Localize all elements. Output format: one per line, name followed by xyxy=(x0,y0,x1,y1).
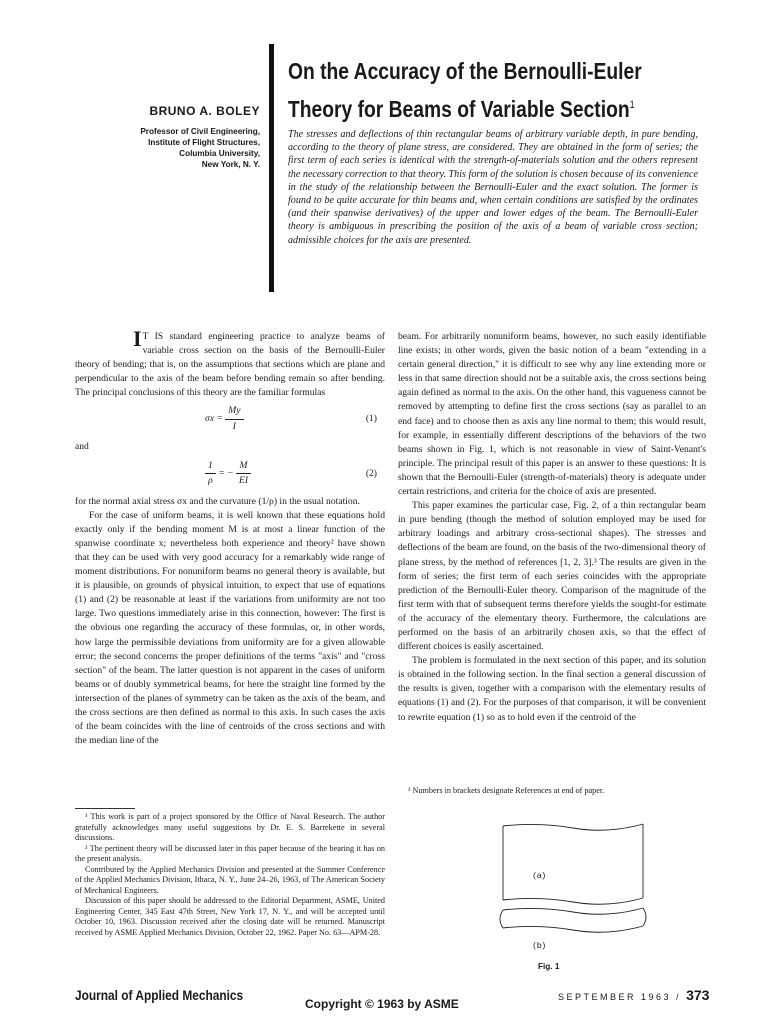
footnote-1: ¹ This work is part of a project sponsored by the Office of Naval Research. The author gratefully acknowledges many useful suggestions by Dr. E. S. Barrekette in several discussions. xyxy=(75,812,385,842)
and-text: and xyxy=(75,441,89,453)
eq2-equals: = − xyxy=(218,467,234,479)
figure-label-b: (b) xyxy=(533,940,547,950)
paragraph-intro: T IS standard engineering practice to analyze beams of variable cross section on the basis of the Bernoulli-Euler theory of bending; that is, on the assumptions that sections which are plane and perpendicular to the axis of the beam before bending remain so after bending. The principal conclusions of this theory are the familiar formulas xyxy=(75,331,385,399)
title-line-1: On the Accuracy of the Bernoulli-Euler xyxy=(288,58,642,84)
eq2-numerator: M xyxy=(236,459,251,474)
equation-1 xyxy=(75,400,385,440)
abstract: The stresses and deflections of thin rectangular beams of arbitrary variable depth, in pure bending, according to the theory of plane stress, are considered. They are obtained in the form of series; the first term of each series is identical with the strength-of-materials solution and the others represent the necessary correction to that theory. This form of the solution is chosen because of its convenience in the study of the relationship between the Bernoulli-Euler and the exact solution. The former is found to be quite accurate for thin beams and, when certain conditions are satisfied by the ordinates (and their spanwise derivatives) of the upper and lower edges of the beam. The Bernoulli-Euler theory is ambiguous in prescribing the position of the axis of a beam of variable cross section; admissible choices for the axis are presented. xyxy=(288,129,698,246)
footnote-discussion: Discussion of this paper should be addressed to the Editorial Department, ASME, United Engineering Center, 345 East 47th Street, New York 17, N. Y., and will be accepted until October 10, 1963. Discussion received after the closing date will be returned. Manuscript received by ASME Applied Mechanics Division, October 22, 1962. Paper No. 63—APM-28. xyxy=(75,896,385,937)
journal-name: Journal of Applied Mechanics xyxy=(75,987,244,1003)
paragraph-outline: The problem is formulated in the next section of this paper, and its solution is obtained in the following section. In the final section a general discussion of the results is given, together with a comparison with the elementary results of equations (1) and (2). For the purposes of that comparison, it will be convenient to rewrite equation (1) so as to hold even if the centroid of the xyxy=(398,655,706,723)
affiliation-line: Professor of Civil Engineering, xyxy=(140,127,260,136)
beam-b-right-end xyxy=(643,908,646,926)
drop-cap: I xyxy=(133,326,142,351)
title-footnote-mark: 1 xyxy=(629,99,635,111)
paper-title xyxy=(288,54,642,126)
issue-date: SEPTEMBER 1963 / xyxy=(558,992,682,1002)
eq1-numerator: My xyxy=(225,404,243,419)
figure-1 xyxy=(493,812,653,962)
eq2-number: (2) xyxy=(365,467,377,479)
eq2-denominator: EI xyxy=(238,474,249,486)
paragraph-uniform-beams: For the case of uniform beams, it is well known that these equations hold exactly only if the bending moment M is at most a linear function of the spanwise coordinate x; nevertheless both experience and theory² have shown that they can be used with very good accuracy for a remarkably wide range of moment distributions. For nonuniform beams no general theory is available, but it is plausible, on grounds of physical intuition, to expect that use of equations (1) and (2) be reasonable at least if the variations from uniformity are not too large. Two questions immediately arise in this connection, however: The first is the obvious one regarding the accuracy of these formulas, or, in other words, how large the permissible deviations from uniformity are for a given allowable error; the second concerns the proper definitions of the terms "axis" and "cross section" of the beam. The latter question is not apparent in the cases of uniform beams or of doubly symmetrical beams, for here the straight line formed by the intersection of the planes of symmetry can be taken as the axis of the beam, and the cross sections are then defined as normal to this axis. In such cases the axis of the beam coincides with the line of centroids of the cross sections and with the median line of the xyxy=(75,509,385,747)
right-column xyxy=(398,330,706,725)
footnote-contribution: Contributed by the Applied Mechanics Division and presented at the Summer Conference of the Applied Mechanics Division, Ithaca, N. Y., June 24–26, 1963, of The American Society of Mechanical Engineers. xyxy=(75,864,385,895)
footnote-rule xyxy=(75,808,135,809)
author-block xyxy=(120,104,260,170)
eq2-lhs-numerator: 1 xyxy=(205,459,216,474)
page-number: 373 xyxy=(686,987,710,1003)
beam-a-top-edge xyxy=(503,824,643,830)
eq1-denominator: I xyxy=(232,420,236,432)
beam-b-left-end xyxy=(500,910,503,928)
figure-label-a: (a) xyxy=(533,870,547,880)
copyright-notice: Copyright © 1963 by ASME xyxy=(305,997,459,1011)
figure-caption: Fig. 1 xyxy=(538,962,560,971)
beam-b-top-edge xyxy=(503,908,643,914)
beam-a-bottom-edge xyxy=(503,898,643,904)
title-line-2: Theory for Beams of Variable Section xyxy=(288,95,630,122)
issue-page-info xyxy=(558,987,709,1003)
footnote-3: ³ Numbers in brackets designate References at end of paper. xyxy=(408,786,605,795)
footnotes xyxy=(75,812,385,938)
affiliation-line: Columbia University, xyxy=(179,149,260,158)
paragraph-notation: for the normal axial stress σx and the curvature (1/ρ) in the usual notation. xyxy=(75,495,360,507)
author-name: BRUNO A. BOLEY xyxy=(149,104,260,118)
title-divider xyxy=(269,44,274,292)
eq1-lhs: σx = xyxy=(205,413,223,425)
figure-1-drawing xyxy=(493,812,653,962)
beam-b-bottom-edge xyxy=(503,926,643,932)
eq2-lhs-denominator: ρ xyxy=(208,474,213,486)
equation-2 xyxy=(75,455,385,495)
paragraph-method: This paper examines the particular case, Fig. 2, of a thin rectangular beam in pure bending (though the method of solution employed may be used for arbitrary loadings and arbitrary cross-sectional shapes). The stresses and deflections of the beam are found, on the basis of the two-dimensional theory of plane stress, by the method of references [1, 2, 3].³ The results are given in the form of series; the first term of each series coincides with the appropriate prediction of the Bernoulli-Euler theory. Comparison of the magnitude of the first term with that of subsequent terms therefore yields the sought-for estimate of the accuracy of the elementary theory. Furthermore, the calculations are performed on the basis of an arbitrarily chosen axis, so that the effect of different choices is easily ascertained. xyxy=(398,500,706,653)
eq1-number: (1) xyxy=(365,413,377,425)
affiliation-line: New York, N. Y. xyxy=(201,160,260,169)
paragraph-axis: beam. For arbitrarily nonuniform beams, however, no such easily identifiable line exists; in other words, given the basic notion of a beam "extending in a certain general direction," it is difficult to see why any line extending more or less in that same direction should not be a suitable axis, the cross sections being again defined as normal to the axis. On the other hand, this vagueness cannot be removed by attempting to define first the cross sections (say as parallel to an end face) and to choose then as axis any line normal to them; this would result, for example, in essentially different descriptions of the behaviors of the two beams shown in Fig. 1, which is not reasonable in view of Saint-Venant's principle. The principal result of this paper is an answer to these questions: It is shown that the Bernoulli-Euler (strength-of-materials) theory is adequate under certain restrictions, and criteria for the choice of axis are presented. xyxy=(398,331,706,498)
footnote-2: ² The pertinent theory will be discussed later in this paper because of the bearing it has on the present analysis. xyxy=(75,843,385,863)
affiliation-line: Institute of Flight Structures, xyxy=(148,138,260,147)
left-column xyxy=(75,326,385,748)
